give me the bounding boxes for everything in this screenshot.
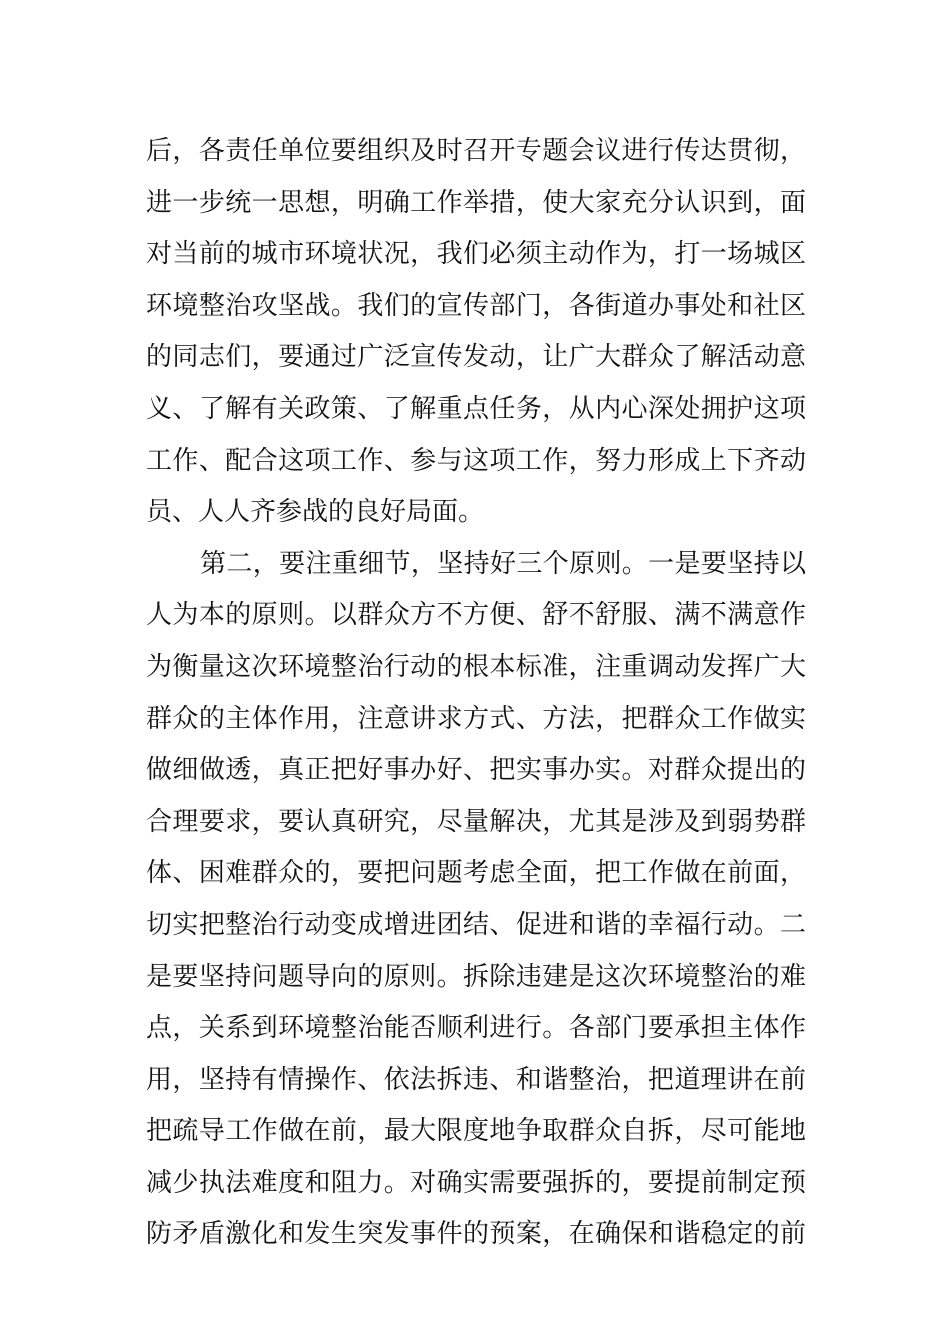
body-text <box>146 126 806 1261</box>
text-line: 对当前的城市环境状况，我们必须主动作为，打一场城区 <box>146 239 806 270</box>
text-line: 切实把整治行动变成增进团结、促进和谐的幸福行动。二 <box>146 909 806 940</box>
text-line: 做细做透，真正把好事办好、把实事办实。对群众提出的 <box>146 755 806 786</box>
text-line: 体、困难群众的，要把问题考虑全面，把工作做在前面， <box>146 858 806 889</box>
text-line: 用，坚持有情操作、依法拆违、和谐整治，把道理讲在前 <box>146 1064 806 1095</box>
text-line: 群众的主体作用，注意讲求方式、方法，把群众工作做实 <box>146 703 806 734</box>
text-line: 后，各责任单位要组织及时召开专题会议进行传达贯彻， <box>146 136 806 166</box>
text-line: 减少执法难度和阻力。对确实需要强拆的，要提前制定预 <box>146 1167 806 1198</box>
text-line: 环境整治攻坚战。我们的宣传部门，各街道办事处和社区 <box>146 290 806 321</box>
text-line: 防矛盾激化和发生突发事件的预案，在确保和谐稳定的前 <box>146 1219 806 1250</box>
text-line: 为衡量这次环境整治行动的根本标准，注重调动发挥广大 <box>146 651 806 682</box>
text-line: 义、了解有关政策、了解重点任务，从内心深处拥护这项 <box>146 393 806 424</box>
text-line: 是要坚持问题导向的原则。拆除违建是这次环境整治的难 <box>146 961 806 992</box>
text-line: 的同志们，要通过广泛宣传发动，让广大群众了解活动意 <box>146 342 806 373</box>
text-line: 工作、配合这项工作、参与这项工作，努力形成上下齐动 <box>146 445 806 476</box>
text-line: 把疏导工作做在前，最大限度地争取群众自拆，尽可能地 <box>146 1116 806 1147</box>
text-line: 员、人人齐参战的良好局面。 <box>146 497 485 528</box>
text-line: 合理要求，要认真研究，尽量解决，尤其是涉及到弱势群 <box>146 806 806 837</box>
text-line: 人为本的原则。以群众方不方便、舒不舒服、满不满意作 <box>146 600 806 631</box>
text-line: 第二，要注重细节，坚持好三个原则。一是要坚持以 <box>200 548 806 579</box>
text-line: 点，关系到环境整治能否顺利进行。各部门要承担主体作 <box>146 1013 806 1044</box>
text-line: 进一步统一思想，明确工作举措，使大家充分认识到，面 <box>146 187 806 218</box>
